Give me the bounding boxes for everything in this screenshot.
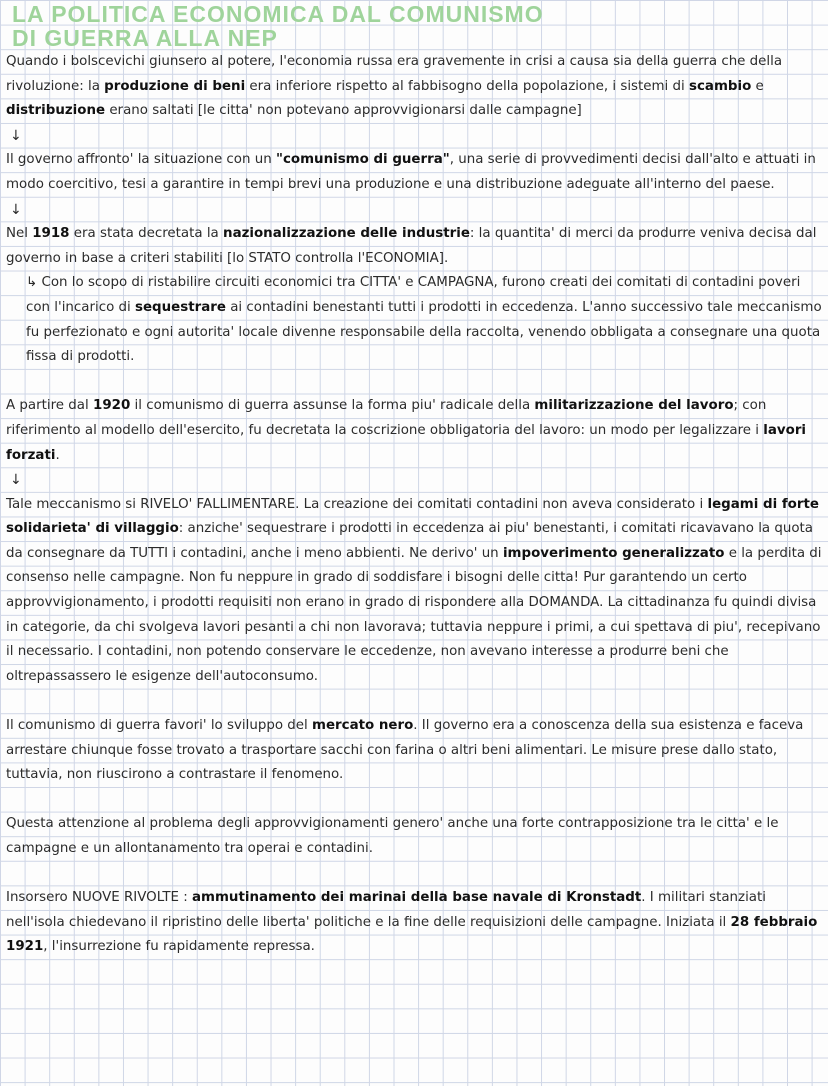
text: Questa attenzione al problema degli approvvigionamenti genero' anche una forte contrapposizione tra le citta' e le campagne e un allontanamento tra operai e contadini. [6,816,779,856]
arrow-turn-icon: ↳ [26,275,38,291]
keyword: lavori forzati [6,422,807,463]
text: era stata decretata la [69,226,224,242]
page-title [12,2,822,50]
spacer [6,689,822,714]
text: il comunismo di guerra assunse la forma piu' radicale della [130,398,535,414]
spacer [6,370,822,395]
paragraph-kronstadt [6,886,822,960]
keyword: sequestrare [135,299,226,315]
keyword: 28 febbraio 1921 [6,914,818,955]
keyword: produzione di beni [104,78,246,94]
keyword: distribuzione [6,103,106,119]
text: Il governo affronto' la situazione con un [6,152,276,168]
notebook-page [6,0,822,960]
paragraph-militarization [6,394,822,468]
paragraph-crisis [6,50,822,124]
text: e [751,78,764,94]
text: : la quantita' di merci da produrre veniva decisa dal governo in base a criteri stabiliti [lo STATO controlla l'ECONOMIA]. [6,226,817,266]
paragraph-nationalization [6,222,822,271]
paragraph-war-communism [6,148,822,197]
text: , una serie di provvedimenti decisi dall'alto e attuati in modo coercitivo, tesi a garantire in tempi brevi una produzione e una distribuzione adeguate all'interno del paese. [6,152,816,192]
text: ; con riferimento al modello dell'esercito, fu decretata la coscrizione obbligatoria del lavoro: un modo per legalizzare i [6,398,767,438]
title-line-2: DI GUERRA ALLA NEP [12,25,278,51]
text: . Il governo era a conoscenza della sua esistenza e faceva arrestare chiunque fosse trovato a trasportare sacchi con farina o altri beni alimentari. Le misure prese dallo stato, tuttavia, non riuscirono a contrastare il fenomeno. [6,718,804,783]
spacer [6,788,822,813]
text: A partire dal [6,398,93,414]
keyword: mercato nero [312,718,414,734]
arrow-down-icon: ↓ [10,127,22,144]
arrow-down-icon: ↓ [10,472,22,489]
text: . I militari stanziati nell'isola chiedevano il ripristino delle liberta' politiche e la fine delle requisizioni delle campagne. Iniziata il [6,890,766,930]
text: era inferiore rispetto al fabbisogno della popolazione, i sistemi di [245,78,690,94]
keyword: 1918 [32,226,70,242]
text: Tale meccanismo si RIVELO' FALLIMENTARE. La creazione dei comitati contadini non aveva considerato i [6,496,708,512]
keyword: ammutinamento dei marinai della base navale di Kronstadt [191,890,642,906]
paragraph-failure [6,493,822,690]
keyword: scambio [689,78,752,94]
text: : anziche' sequestrare i prodotti in eccedenza ai piu' benestanti, i comitati ricavavano la quota da consegnare da TUTTI i contadini, anche i meno abbienti. Ne derivo' un [6,521,814,561]
text: erano saltati [le citta' non potevano approvvigionarsi dalle campagne] [105,103,582,119]
keyword: impoverimento generalizzato [502,545,725,561]
text: e la perdita di consenso nelle campagne. Non fu neppure in grado di soddisfare i bisogni delle citta! Pur garantendo un certo approvvigionamento, i prodotti requisiti non erano in grado di rispondere alla DOMANDA. La cittadinanza fu quindi divisa in categorie, da chi svolgeva lavori pesanti a chi non lavorava; tuttavia neppure i primi, a cui spettava di piu', recepivano il necessario. I contadini, non potendo conservare le eccedenze, non avevano interesse a produrre beni che oltrepassassero le esigenze dell'autoconsumo. [6,545,822,684]
paragraph-black-market [6,714,822,788]
keyword: "comunismo di guerra" [275,152,450,168]
text: Insorsero NUOVE RIVOLTE : [6,890,192,906]
paragraph-committees [6,271,822,369]
paragraph-opposition [6,812,822,861]
text: Con lo scopo di ristabilire circuiti economici tra CITTA' e CAMPAGNA, furono creati dei comitati di contadini poveri con l'incarico di [26,275,801,315]
text: Il comunismo di guerra favori' lo sviluppo del [6,718,312,734]
keyword: legami di forte solidarieta' di villaggio [6,496,819,537]
keyword: militarizzazione del lavoro [534,398,734,414]
spacer [6,862,822,887]
text: Nel [6,226,33,242]
text: . [55,447,60,463]
arrow-down-icon: ↓ [10,201,22,218]
keyword: nazionalizzazione delle industrie [223,226,470,242]
keyword: 1920 [93,398,131,414]
title-line-1: LA POLITICA ECONOMICA DAL COMUNISMO [12,1,544,27]
text: Quando i bolscevichi giunsero al potere, l'economia russa era gravemente in crisi a causa sia della guerra che della rivoluzione: la [6,54,783,94]
text: ai contadini benestanti tutti i prodotti in eccedenza. L'anno successivo tale meccanismo fu perfezionato e ogni autorita' locale divenne responsabile della raccolta, venendo obbligata a consegnare una quota fissa di prodotti. [26,299,822,365]
text: , l'insurrezione fu rapidamente repressa. [43,939,315,955]
